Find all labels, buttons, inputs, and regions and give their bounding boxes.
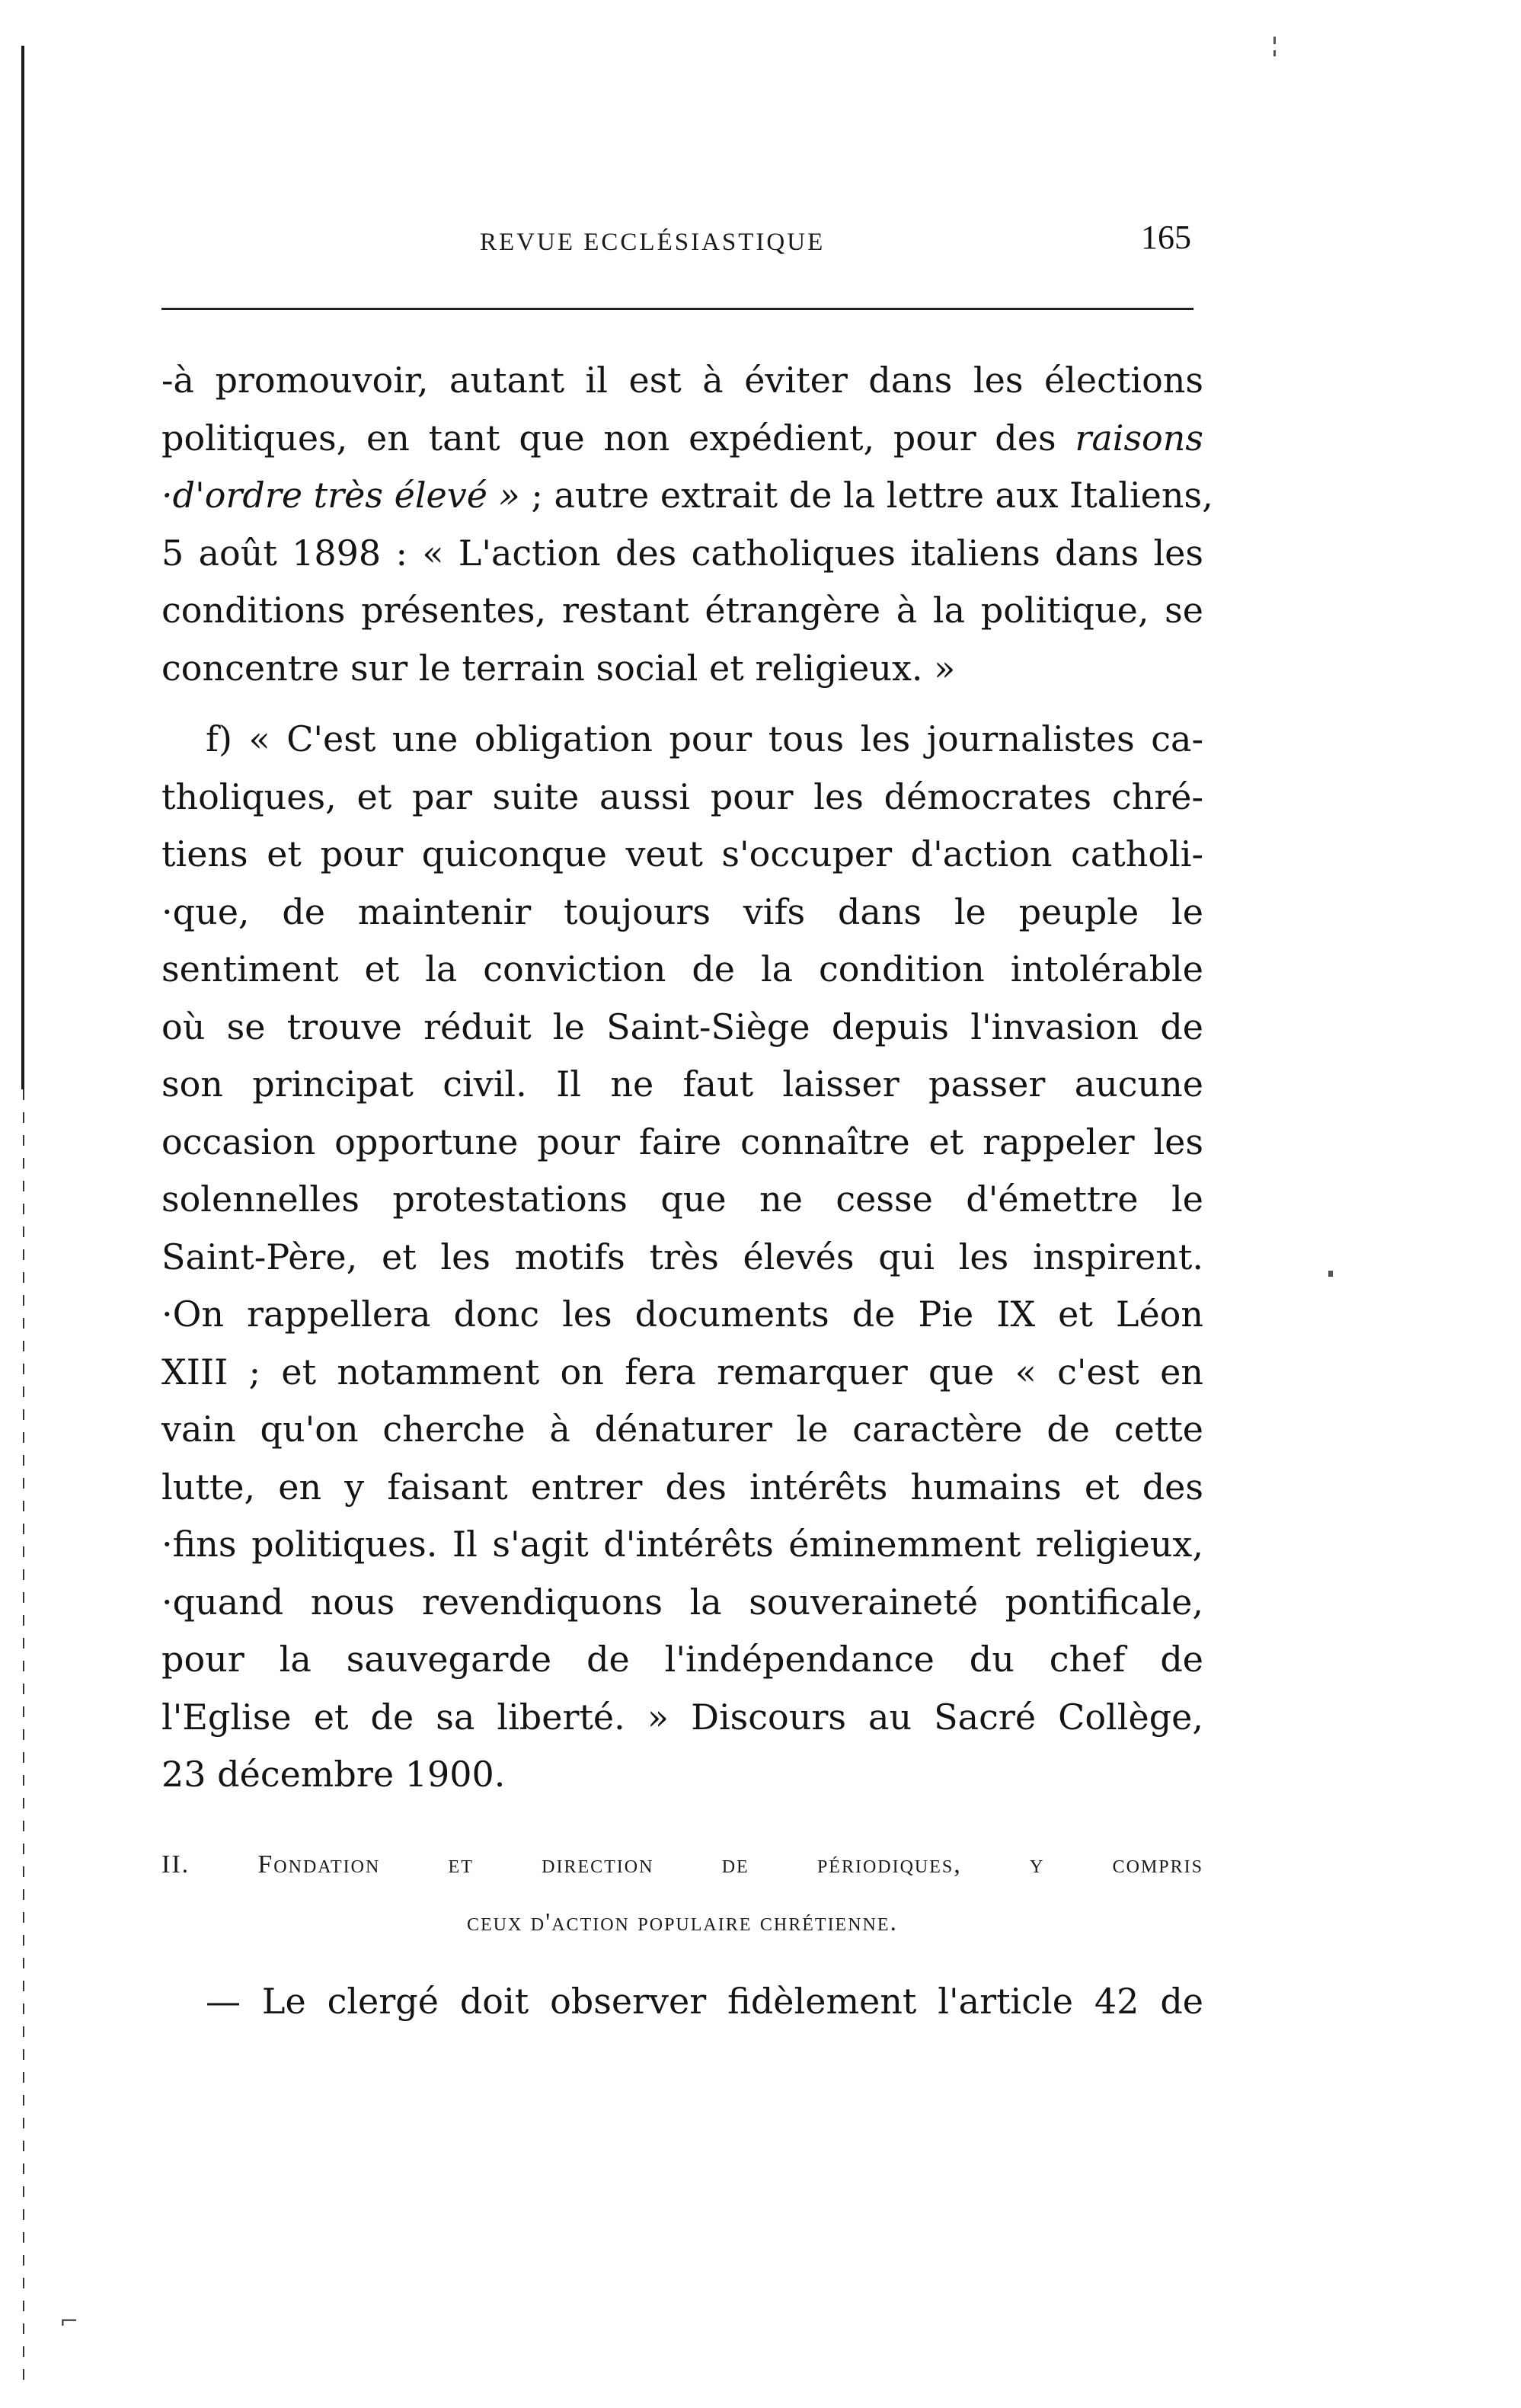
- text-line: 5 août 1898 : « L'action des catholiques italiens dans les: [161, 532, 1203, 574]
- text-line: ·que, de maintenir toujours vifs dans le peuple le: [161, 891, 1203, 932]
- corner-mark: ⌐: [59, 2308, 79, 2335]
- text-line: [161, 410, 1203, 468]
- text-line: conditions présentes, restant étrangère à la politique, se: [161, 590, 1203, 631]
- text-line: pour la sauvegarde de l'indépendance du chef de: [161, 1639, 1203, 1680]
- section-heading-line: II. Fondation et direction de périodiques, y compris: [161, 1850, 1203, 1879]
- text-line: lutte, en y faisant entrer des intérêts humains et des: [161, 1466, 1203, 1508]
- text-line: son principat civil. Il ne faut laisser passer aucune: [161, 1063, 1203, 1105]
- text-line: solennelles protestations que ne cesse d'émettre le: [161, 1178, 1203, 1220]
- paragraph-1: [161, 352, 1213, 697]
- paragraph-2: [161, 711, 1203, 1804]
- text-line: tholiques, et par suite aussi pour les démocrates chré-: [161, 775, 1203, 817]
- text-line: ·On rappellera donc les documents de Pie IX et Léon: [161, 1294, 1203, 1335]
- speck: [1273, 37, 1276, 44]
- text-line: ·quand nous revendiquons la souveraineté pontificale,: [161, 1581, 1203, 1623]
- text-line: vain qu'on cherche à dénaturer le caractère de cette: [161, 1409, 1203, 1450]
- text-line: occasion opportune pour faire connaître et rappeler les: [161, 1121, 1203, 1162]
- running-title: REVUE ECCLÉSIASTIQUE: [480, 229, 826, 256]
- text-line-part: ; autre extrait de la lettre aux Italiens,: [531, 475, 1213, 516]
- section-heading-line: ceux d'action populaire chrétienne.: [466, 1908, 899, 1936]
- body-text: [161, 352, 1213, 1804]
- italic-phrase: ·d'ordre très élevé »: [161, 475, 520, 516]
- text-line: XIII ; et notamment on fera remarquer que « c'est en: [161, 1351, 1203, 1393]
- page-number: 165: [1141, 219, 1191, 256]
- header-rule: [161, 308, 1193, 310]
- text-line: f) « C'est une obligation pour tous les journalistes ca-: [206, 718, 1203, 759]
- text-line: 23 décembre 1900.: [161, 1754, 506, 1795]
- speck: [1273, 50, 1276, 56]
- text-line: concentre sur le terrain social et religieux. »: [161, 647, 956, 689]
- section-heading: [161, 1836, 1203, 1952]
- speck: [1328, 1271, 1333, 1277]
- text-line: où se trouve réduit le Saint-Siège depuis l'invasion de: [161, 1006, 1203, 1047]
- text-line: l'Eglise et de sa liberté. » Discours au Sacré Collège,: [161, 1696, 1203, 1738]
- running-head: [161, 221, 1197, 282]
- text-line: sentiment et la conviction de la condition intolérable: [161, 948, 1203, 990]
- text-line-part: politiques, en tant que non expédient, pour des: [161, 417, 1056, 459]
- italic-word: raisons: [1075, 417, 1203, 459]
- text-line: -à promouvoir, autant il est à éviter dans les élections: [161, 360, 1203, 401]
- text-line: Saint-Père, et les motifs très élevés qui les inspirent.: [161, 1236, 1203, 1278]
- text-line: tiens et pour quiconque veut s'occuper d'action catholi-: [161, 833, 1203, 875]
- text-line: [161, 467, 1213, 525]
- binding-edge-lower: [23, 1089, 24, 2384]
- binding-edge: [21, 46, 24, 1089]
- text-line: ·fins politiques. Il s'agit d'intérêts éminemment religieux,: [161, 1524, 1203, 1565]
- final-line: — Le clergé doit observer fidèlement l'article 42 de: [206, 1981, 1203, 2022]
